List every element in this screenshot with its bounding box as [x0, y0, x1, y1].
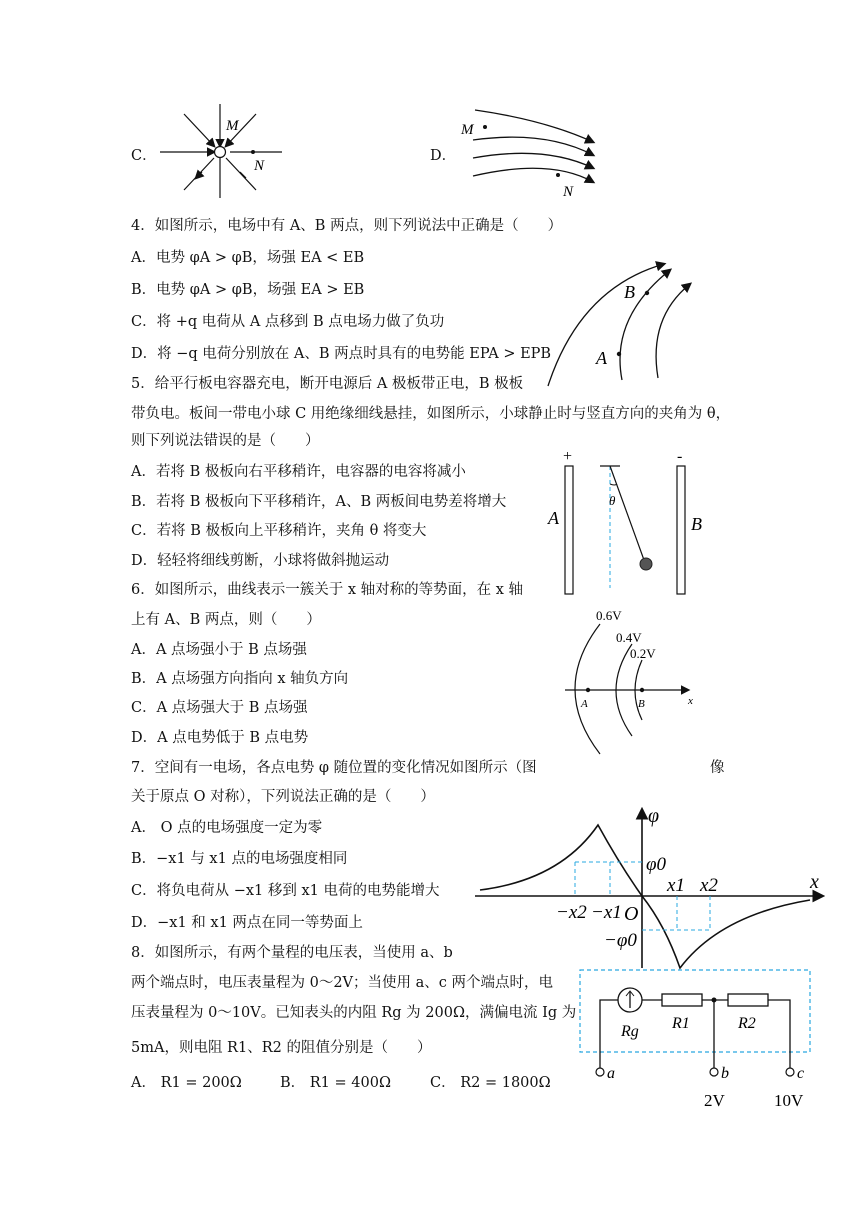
q5-line3: 则下列说法错误的是（ ）: [131, 433, 320, 449]
q8-terminal-c: c: [797, 1065, 805, 1082]
q5-option-b: B．若将 B 极板向下平移稍许，A、B 两板间电势差将增大: [131, 494, 507, 510]
q8-terminal-a: a: [607, 1065, 615, 1082]
q7-line1: 7．空间有一电场，各点电势 φ 随位置的变化情况如图所示（图: [131, 760, 537, 776]
q4-stem: 4．如图所示，电场中有 A、B 两点，则下列说法中正确是（ ）: [131, 218, 563, 234]
q7-line1-tail: 像: [710, 760, 725, 776]
q6-label-b: B: [638, 698, 645, 710]
q4-label-b: B: [624, 282, 635, 302]
q8-terminal-b: b: [721, 1065, 729, 1082]
q6-line2: 上有 A、B 两点，则（ ）: [131, 612, 321, 628]
q8-label-10v: 10V: [774, 1091, 804, 1110]
q6-option-d: D．A 点电势低于 B 点电势: [131, 730, 309, 746]
q7-option-c: C．将负电荷从 −x1 移到 x1 电荷的电势能增大: [131, 883, 440, 899]
q5-option-a: A．若将 B 极板向右平移稍许，电容器的电容将减小: [131, 464, 466, 480]
q8-label-r2: R2: [738, 1015, 756, 1032]
q3-d-label-m: M: [461, 122, 474, 138]
q4-option-b: B．电势 φA > φB，场强 EA > EB: [131, 282, 365, 298]
q7-label-x1: x1: [667, 875, 685, 896]
q7-label-neg-x1: −x1: [591, 902, 622, 923]
q3-d-label-n: N: [563, 184, 574, 200]
q8-circuit-figure: [578, 968, 818, 1116]
q5-option-c: C．若将 B 极板向上平移稍许，夹角 θ 将变大: [131, 523, 427, 539]
q5-capacitor-figure: [545, 448, 725, 598]
q7-potential-graph: [470, 800, 830, 970]
q8-line2: 两个端点时，电压表量程为 0～2V；当使用 a、c 两个端点时，电: [131, 975, 554, 991]
q5-line1: 5．给平行板电容器充电，断开电源后 A 极板带正电，B 极板: [131, 376, 524, 392]
q7-label-x2: x2: [700, 875, 718, 896]
q6-equipotential-figure: [560, 604, 710, 764]
q6-option-c: C．A 点场强大于 B 点场强: [131, 700, 308, 716]
q6-option-a: A．A 点场强小于 B 点场强: [131, 642, 307, 658]
q5-plus-sign: +: [563, 448, 573, 465]
q4-option-a: A．电势 φA > φB，场强 EA < EB: [131, 250, 365, 266]
q7-option-a: A． O 点的电场强度一定为零: [131, 820, 323, 836]
q7-label-x: x: [810, 871, 819, 893]
q8-label-2v: 2V: [704, 1091, 725, 1110]
q6-label-a: A: [581, 698, 588, 710]
q7-label-origin: O: [624, 903, 639, 925]
q7-label-phi: φ: [648, 805, 660, 827]
q5-line2: 带负电。板间一带电小球 C 用绝缘细线悬挂，如图所示，小球静止时与竖直方向的夹角为 θ，: [131, 406, 731, 422]
q7-option-b: B．−x1 与 x1 点的电场强度相同: [131, 851, 348, 867]
q8-option-a: A． R1 = 200Ω: [131, 1075, 242, 1091]
q3-option-d-label: D．: [430, 148, 457, 164]
q4-option-d: D．将 −q 电荷分别放在 A、B 两点时具有的电势能 EPA > EPB: [131, 346, 552, 362]
q8-option-c: C． R2 = 1800Ω: [430, 1075, 551, 1091]
q3-figure-d: [455, 100, 605, 200]
q4-field-figure: [540, 258, 700, 388]
q3-option-c-label: C．: [131, 148, 157, 164]
q4-option-c: C．将 +q 电荷从 A 点移到 B 点电场力做了负功: [131, 314, 445, 330]
q6-label-06v: 0.6V: [596, 608, 622, 623]
q6-label-x: x: [688, 695, 693, 707]
q6-line1: 6．如图所示，曲线表示一簇关于 x 轴对称的等势面，在 x 轴: [131, 582, 524, 598]
q3-c-label-m: M: [226, 118, 239, 134]
q8-line3: 压表量程为 0～10V。已知表头的内阻 Rg 为 200Ω，满偏电流 Ig 为: [131, 1005, 577, 1021]
q6-label-04v: 0.4V: [616, 630, 642, 645]
q6-label-02v: 0.2V: [630, 646, 656, 661]
q7-line2: 关于原点 O 对称），下列说法正确的是（ ）: [131, 789, 435, 805]
q7-option-d: D．−x1 和 x1 两点在同一等势面上: [131, 915, 363, 931]
q5-theta-label: θ: [609, 493, 616, 508]
q8-option-b: B． R1 = 400Ω: [280, 1075, 391, 1091]
q5-plate-a-label: A: [548, 508, 559, 528]
q6-option-b: B．A 点场强方向指向 x 轴负方向: [131, 671, 349, 687]
q8-line1: 8．如图所示，有两个量程的电压表，当使用 a、b: [131, 945, 453, 961]
q8-label-r1: R1: [672, 1015, 690, 1032]
q3-figure-c: [150, 100, 290, 200]
q4-label-a: A: [596, 348, 607, 368]
q5-option-d: D．轻轻将细线剪断，小球将做斜抛运动: [131, 553, 390, 569]
q7-label-neg-phi0: −φ0: [604, 930, 637, 951]
q8-line4: 5mA，则电阻 R1、R2 的阻值分别是（ ）: [131, 1040, 432, 1056]
q5-minus-sign: -: [677, 448, 683, 465]
q5-plate-b-label: B: [691, 514, 702, 534]
q7-label-neg-x2: −x2: [556, 902, 587, 923]
q7-label-phi0: φ0: [646, 854, 667, 875]
q3-c-label-n: N: [254, 158, 265, 174]
q8-label-rg: Rg: [621, 1023, 639, 1040]
